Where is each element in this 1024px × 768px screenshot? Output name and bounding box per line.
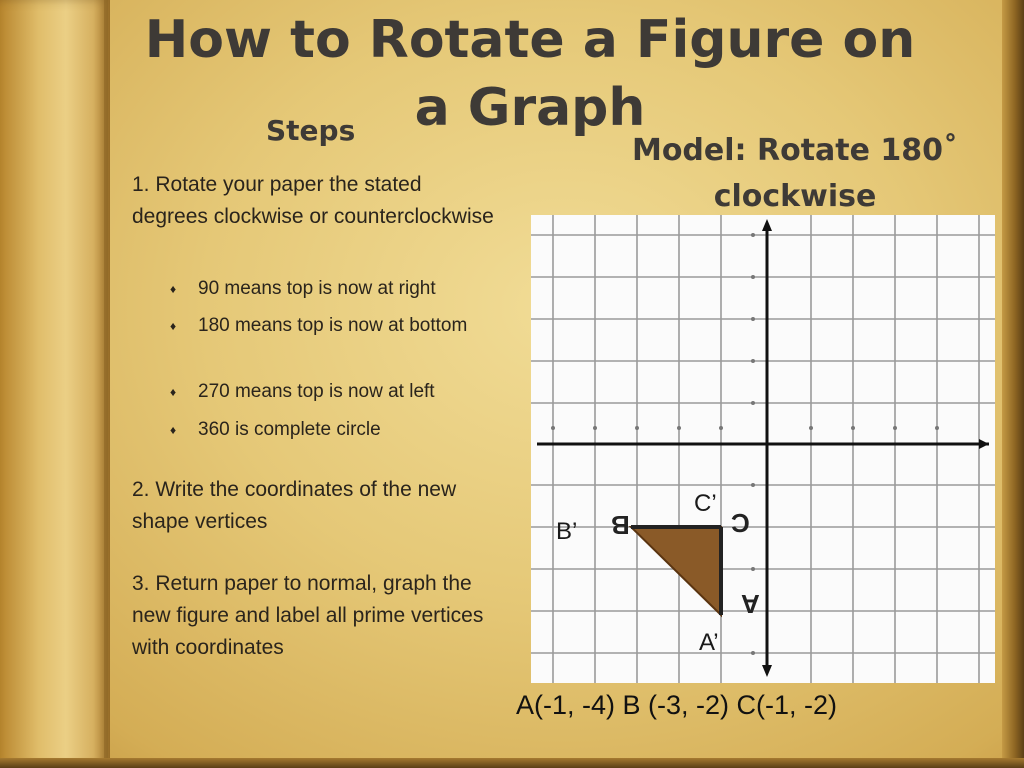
vertex-label-b-inverted: B <box>611 510 630 540</box>
vertex-label-c-prime: C’ <box>694 490 717 517</box>
page-fold-line <box>104 0 108 768</box>
vertex-label-a-prime: A’ <box>699 629 719 656</box>
bullet-text: 270 means top is now at left <box>198 381 435 402</box>
steps-heading: Steps <box>266 114 356 147</box>
vertex-label-b-prime: B’ <box>556 518 578 545</box>
vertex-label-c-inverted: C <box>731 508 750 538</box>
bullet-icon: ♦ <box>170 319 177 333</box>
bullet-text: 90 means top is now at right <box>198 278 436 299</box>
bullet-item <box>170 275 528 303</box>
model-heading: Model: Rotate 180˚ clockwise <box>631 133 959 214</box>
coordinate-grid <box>531 215 995 683</box>
coordinates-caption: A(-1, -4) B (-3, -2) C(-1, -2) <box>516 690 838 720</box>
step-1-text: 1. Rotate your paper the stated degrees clockwise or counterclockwise <box>132 173 494 228</box>
rotated-triangle <box>631 527 721 615</box>
bullet-text: 180 means top is now at bottom <box>198 315 468 336</box>
bullet-text: 360 is complete circle <box>198 419 381 440</box>
bullet-icon: ♦ <box>170 423 177 437</box>
book-edge-right <box>1002 0 1024 768</box>
bullet-item <box>170 312 528 340</box>
book-spine <box>0 0 110 768</box>
step-3-text: 3. Return paper to normal, graph the new figure and label all prime vertices with coordinates <box>132 572 484 659</box>
book-edge-bottom <box>0 758 1024 768</box>
bullet-icon: ♦ <box>170 385 177 399</box>
bullet-icon: ♦ <box>170 282 177 296</box>
slide-title: How to Rotate a Figure on a Graph <box>144 10 916 138</box>
grid-svg <box>531 215 995 683</box>
vertex-label-a-inverted: A <box>741 589 760 619</box>
step-2-text: 2. Write the coordinates of the new shape vertices <box>132 478 457 533</box>
bullet-item <box>170 378 528 406</box>
bullet-item <box>170 416 528 444</box>
